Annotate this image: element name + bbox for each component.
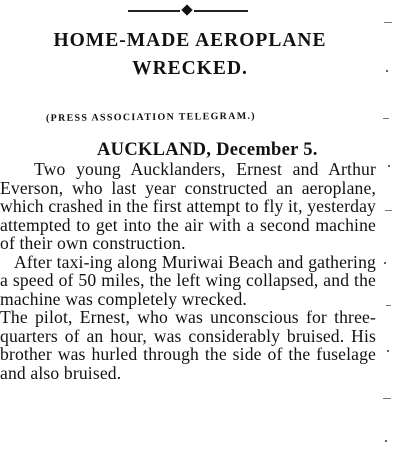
diamond-ornament-icon [181,4,192,15]
article-body [0,160,376,382]
rule-left-line [128,10,180,12]
dateline: AUCKLAND, December 5. [97,140,318,160]
paragraph-3: The pilot, Ernest, who was unconscious for three-quarters of an hour, was considerably bruised. His brother was hurled through the side of the fuselage and also bruised. [0,307,376,383]
source-credit: (PRESS ASSOCIATION TELEGRAM.) [45,110,256,124]
paragraph-1: Two young Aucklanders, Ernest and Arthur Everson, who last year constructed an aeroplane, which crashed in the first attempt to fly it, yesterday attempted to get into the air with a second machine of their own construction. [0,159,376,253]
rule-right-line [194,10,248,12]
paragraph-2: After taxi-ing along Muriwai Beach and gathering a speed of 50 miles, the left wing collapsed, and the machine was completely wrecked. [0,251,376,309]
column-edge-noise [382,0,401,462]
ornamental-rule [128,6,248,16]
headline-line-2: WRECKED. [132,58,248,79]
headline-line-1: HOME-MADE AEROPLANE [53,30,327,51]
